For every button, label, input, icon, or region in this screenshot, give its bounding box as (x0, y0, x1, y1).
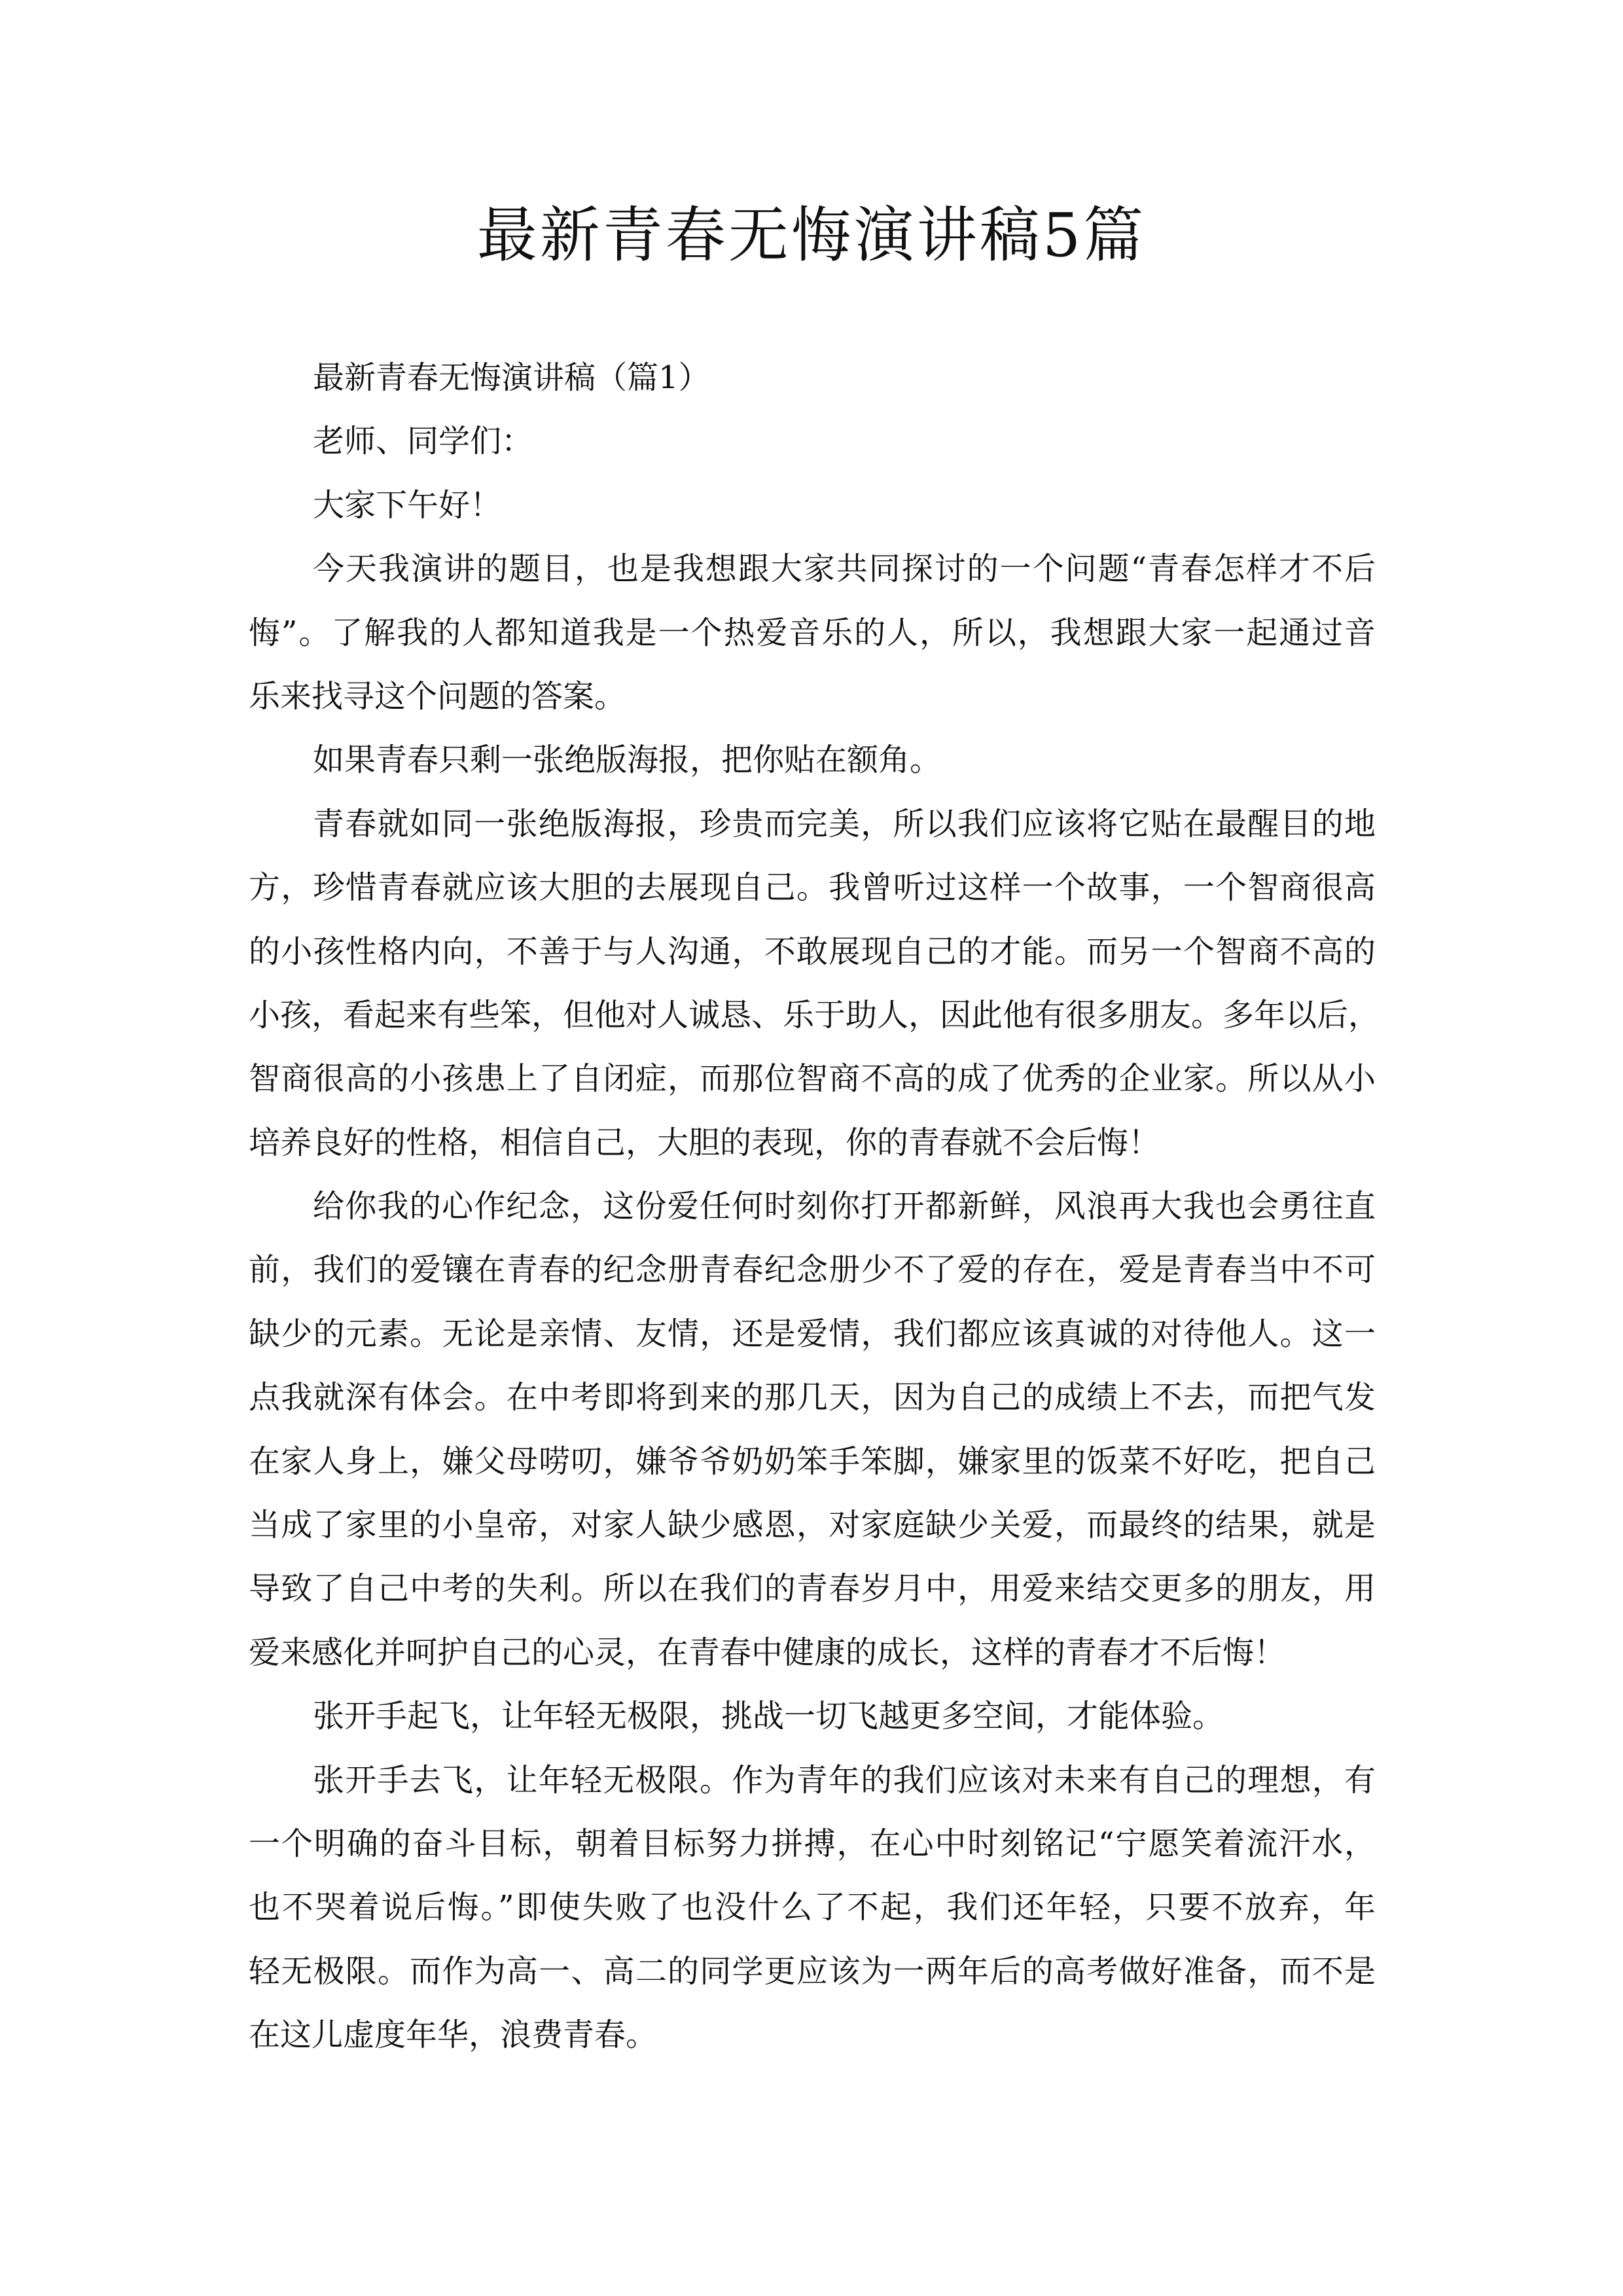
document-body (249, 346, 1380, 2068)
text-line: 前，我们的爱镶在青春的纪念册青春纪念册少不了爱的存在，爱是青春当中不可 (249, 1251, 1376, 1289)
text-line: 小孩，看起来有些笨，但他对人诚恳、乐于助人，因此他有很多朋友。多年以后， (249, 996, 1380, 1033)
text-line: 张开手起飞，让年轻无极限，挑战一切飞越更多空间，才能体验。 (313, 1698, 1224, 1735)
text-line: 也不哭着说后悔。”即使失败了也没什么了不起，我们还年轻，只要不放弃，年 (249, 1889, 1376, 1926)
text-line: 给你我的心作纪念，这份爱任何时刻你打开都新鲜，风浪再大我也会勇往直 (313, 1188, 1376, 1225)
text-line: 今天我演讲的题目，也是我想跟大家共同探讨的一个问题“青春怎样才不后 (313, 550, 1376, 588)
text-line: 缺少的元素。无论是亲情、友情，还是爱情，我们都应该真诚的对待他人。这一 (249, 1315, 1376, 1352)
text-line: 张开手去飞，让年轻无极限。作为青年的我们应该对未来有自己的理想，有 (313, 1761, 1376, 1799)
text-line: 大家下午好！ (313, 486, 502, 524)
text-line: 智商很高的小孩患上了自闭症，而那位智商不高的成了优秀的企业家。所以从小 (249, 1060, 1376, 1098)
text-line: 轻无极限。而作为高一、高二的同学更应该为一两年后的高考做好准备，而不是 (249, 1952, 1376, 1990)
text-line: 乐来找寻这个问题的答案。 (249, 677, 626, 715)
paragraph (249, 474, 1376, 537)
document-title: 最新青春无悔演讲稿5篇 (476, 200, 1147, 270)
paragraph (249, 410, 1376, 473)
text-line: 青春就如同一张绝版海报，珍贵而完美，所以我们应该将它贴在最醒目的地 (313, 805, 1376, 842)
paragraph (249, 1175, 1376, 1685)
text-line: 培养良好的性格，相信自己，大胆的表现，你的青春就不会后悔！ (249, 1124, 1160, 1161)
text-line: 在这儿虚度年华，浪费青春。 (249, 2017, 658, 2054)
paragraph (249, 346, 1376, 410)
text-line: 如果青春只剩一张绝版海报，把你贴在额角。 (313, 742, 942, 779)
paragraph (249, 1749, 1376, 2068)
paragraph (249, 1685, 1376, 1748)
text-line: 悔”。了解我的人都知道我是一个热爱音乐的人，所以，我想跟大家一起通过音 (249, 614, 1376, 651)
text-line: 当成了家里的小皇帝，对家人缺少感恩，对家庭缺少关爱，而最终的结果，就是 (249, 1507, 1376, 1544)
text-line: 在家人身上，嫌父母唠叨，嫌爷爷奶奶笨手笨脚，嫌家里的饭菜不好吃，把自己 (249, 1443, 1376, 1480)
paragraph (249, 537, 1376, 728)
paragraph (249, 728, 1376, 792)
text-line: 点我就深有体会。在中考即将到来的那几天，因为自己的成绩上不去，而把气发 (249, 1379, 1376, 1416)
text-line: 方，珍惜青春就应该大胆的去展现自己。我曾听过这样一个故事，一个智商很高 (249, 869, 1376, 906)
text-line: 的小孩性格内向，不善于与人沟通，不敢展现自己的才能。而另一个智商不高的 (249, 933, 1376, 970)
text-line: 一个明确的奋斗目标，朝着目标努力拼搏，在心中时刻铭记“宁愿笑着流汗水， (249, 1825, 1376, 1862)
text-line: 爱来感化并呵护自己的心灵，在青春中健康的成长，这样的青春才不后悔！ (249, 1634, 1286, 1671)
text-line: 导致了自己中考的失利。所以在我们的青春岁月中，用爱来结交更多的朋友，用 (249, 1570, 1376, 1607)
paragraph (249, 793, 1380, 1175)
text-line: 最新青春无悔演讲稿（篇1） (313, 359, 710, 396)
text-line: 老师、同学们： (313, 423, 533, 460)
